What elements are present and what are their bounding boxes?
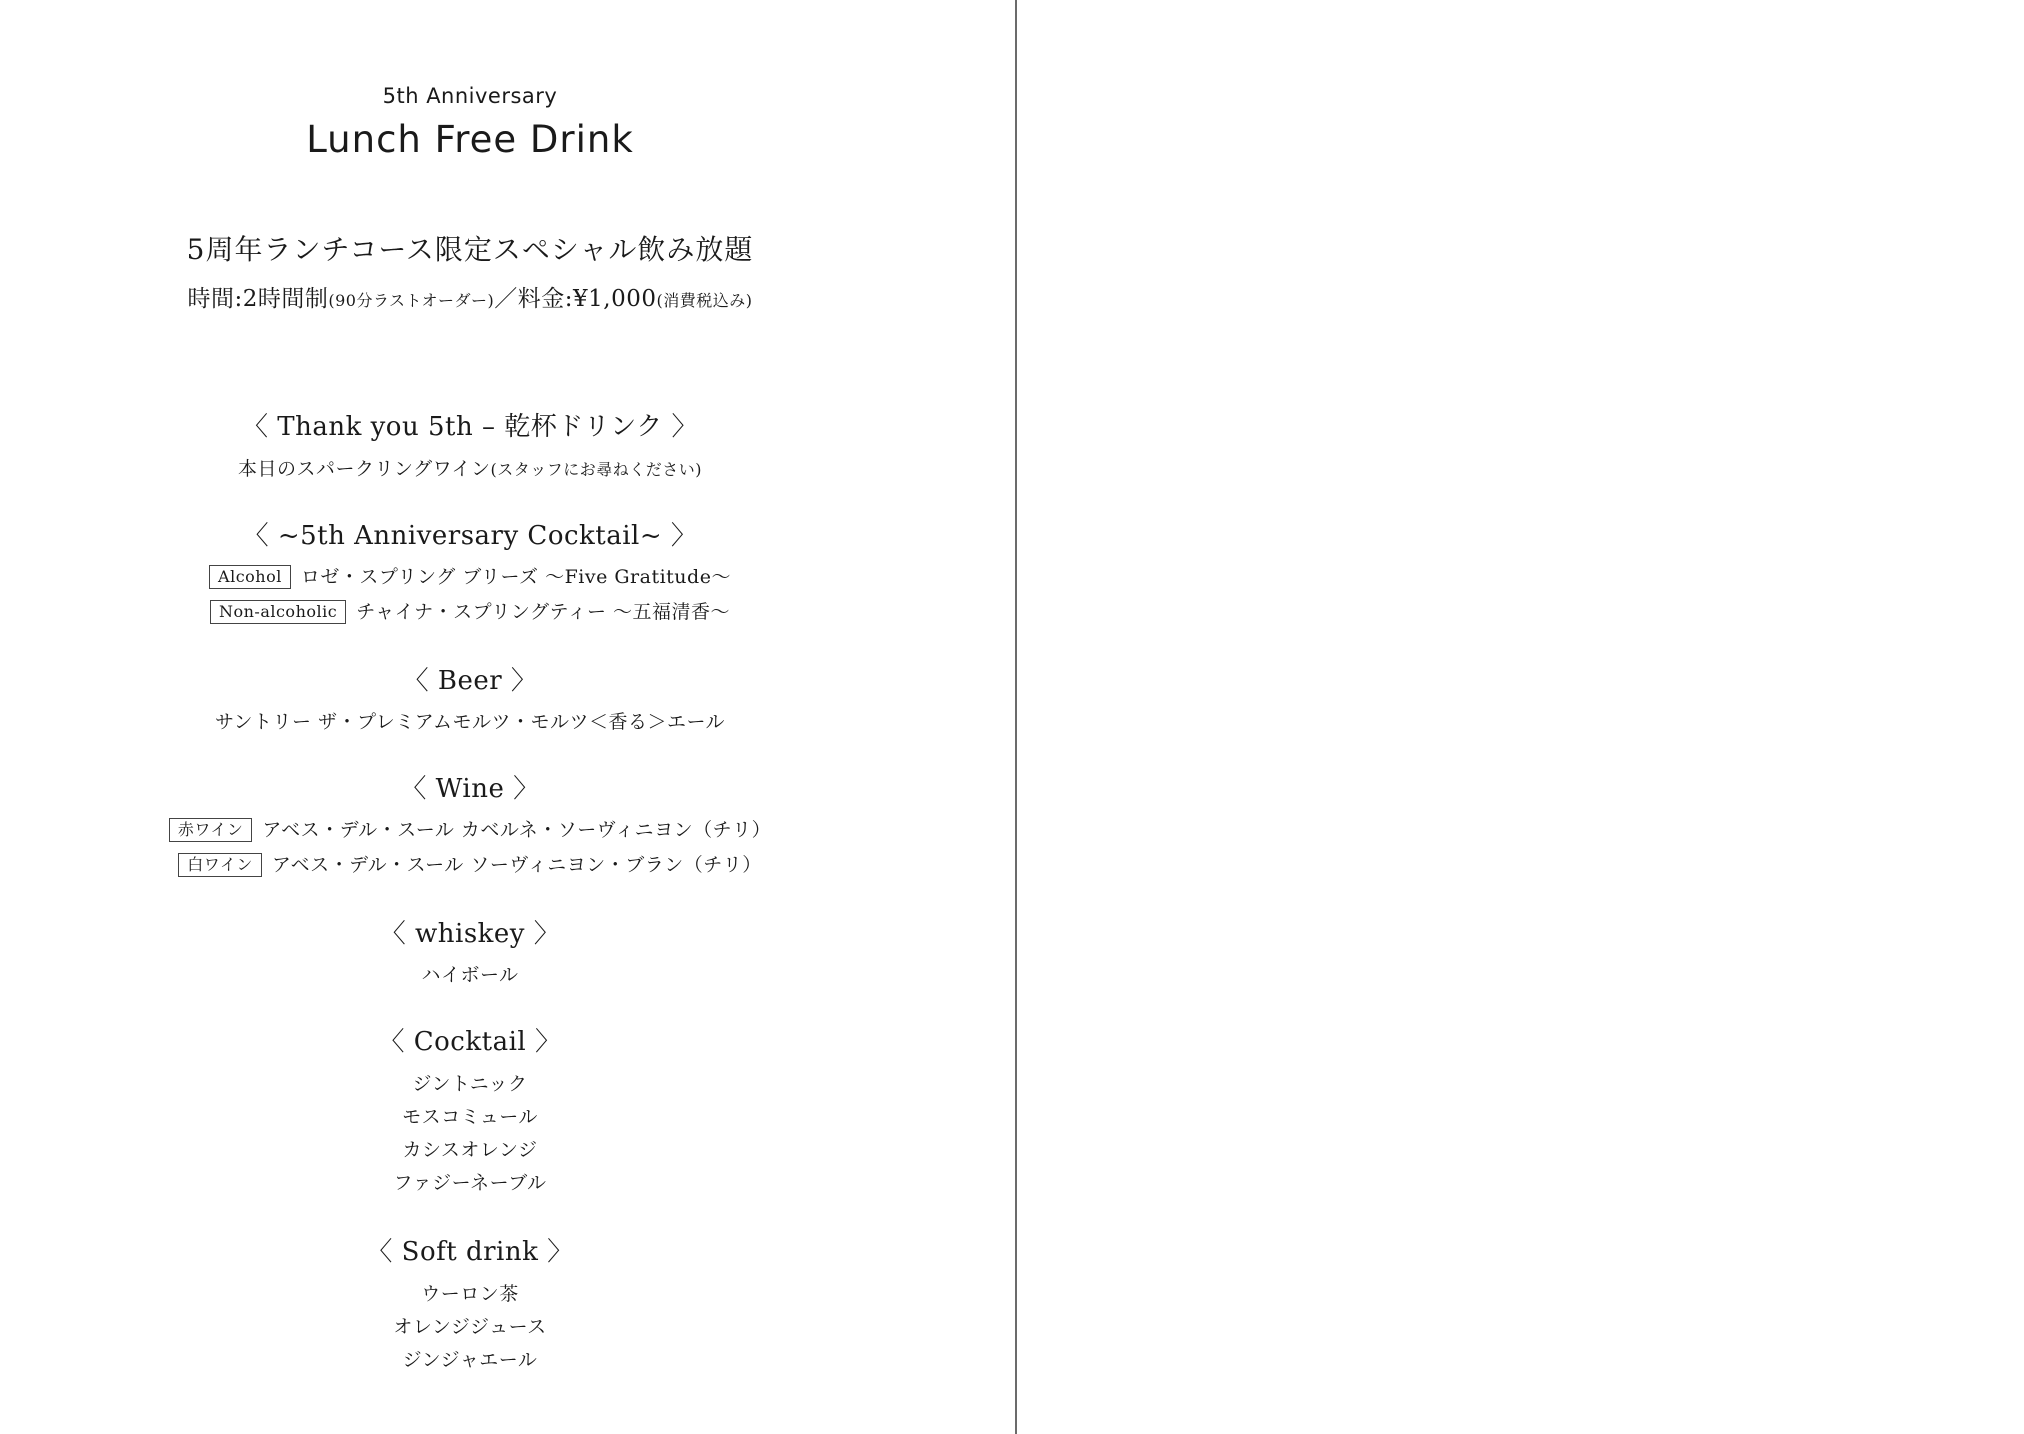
separator: ／ (494, 286, 518, 312)
list-item: ファジーネーブル (393, 1172, 547, 1194)
red-wine-tag: 赤ワイン (169, 818, 253, 842)
list-item (0, 562, 940, 589)
list-item-name: ロゼ・スプリング ブリーズ ～Five Gratitude～ (300, 566, 731, 588)
toast-item-note: (スタッフにお尋ねください) (490, 460, 703, 479)
list-item-name: アベス・デル・スール ソーヴィニヨン・ブラン（チリ） (271, 854, 762, 876)
list-item: ジントニック (412, 1073, 528, 1095)
price-note: (消費税込み) (656, 291, 753, 310)
list-item-name: アベス・デル・スール カベルネ・ソーヴィニヨン（チリ） (262, 819, 772, 841)
list-item: モスコミュール (402, 1106, 538, 1128)
section-title-cocktail: 〈 Cocktail 〉 (378, 1027, 562, 1057)
non-alcoholic-tag: Non-alcoholic (210, 600, 346, 624)
list-item (0, 597, 940, 624)
page-divider (1015, 0, 1017, 1434)
list-item: オレンジジュース (393, 1316, 547, 1338)
intro-headline: 5周年ランチコース限定スペシャル飲み放題 (186, 233, 754, 266)
section-title-toast: 〈 Thank you 5th – 乾杯ドリンク 〉 (242, 412, 698, 442)
section-title-soft-drink: 〈 Soft drink 〉 (366, 1237, 574, 1267)
list-item: サントリー ザ・プレミアムモルツ・モルツ＜香る＞エール (214, 711, 726, 733)
time-label: 時間:2時間制 (187, 286, 329, 312)
list-item: ジンジャエール (402, 1349, 538, 1371)
page-title: Lunch Free Drink (306, 118, 634, 161)
list-item: カシスオレンジ (402, 1139, 538, 1161)
anniversary-subtitle: 5th Anniversary (382, 84, 558, 108)
section-title-beer: 〈 Beer 〉 (402, 666, 538, 696)
time-price-line (0, 280, 940, 313)
white-wine-tag: 白ワイン (178, 853, 262, 877)
menu-page (0, 0, 940, 1434)
list-item (0, 815, 940, 842)
list-item: ウーロン茶 (421, 1283, 519, 1305)
toast-item (0, 454, 940, 481)
alcohol-tag: Alcohol (209, 565, 291, 589)
toast-item-name: 本日のスパークリングワイン (237, 458, 491, 480)
list-item: ハイボール (421, 964, 519, 986)
price-label: 料金:¥1,000 (517, 286, 657, 312)
section-title-anniversary: 〈 ~5th Anniversary Cocktail~ 〉 (242, 521, 698, 551)
time-note: (90分ラストオーダー) (328, 291, 495, 310)
list-item (0, 850, 940, 877)
list-item-name: チャイナ・スプリングティー ～五福清香～ (356, 601, 731, 623)
section-title-whiskey: 〈 whiskey 〉 (379, 919, 561, 949)
section-title-wine: 〈 Wine 〉 (400, 774, 540, 804)
